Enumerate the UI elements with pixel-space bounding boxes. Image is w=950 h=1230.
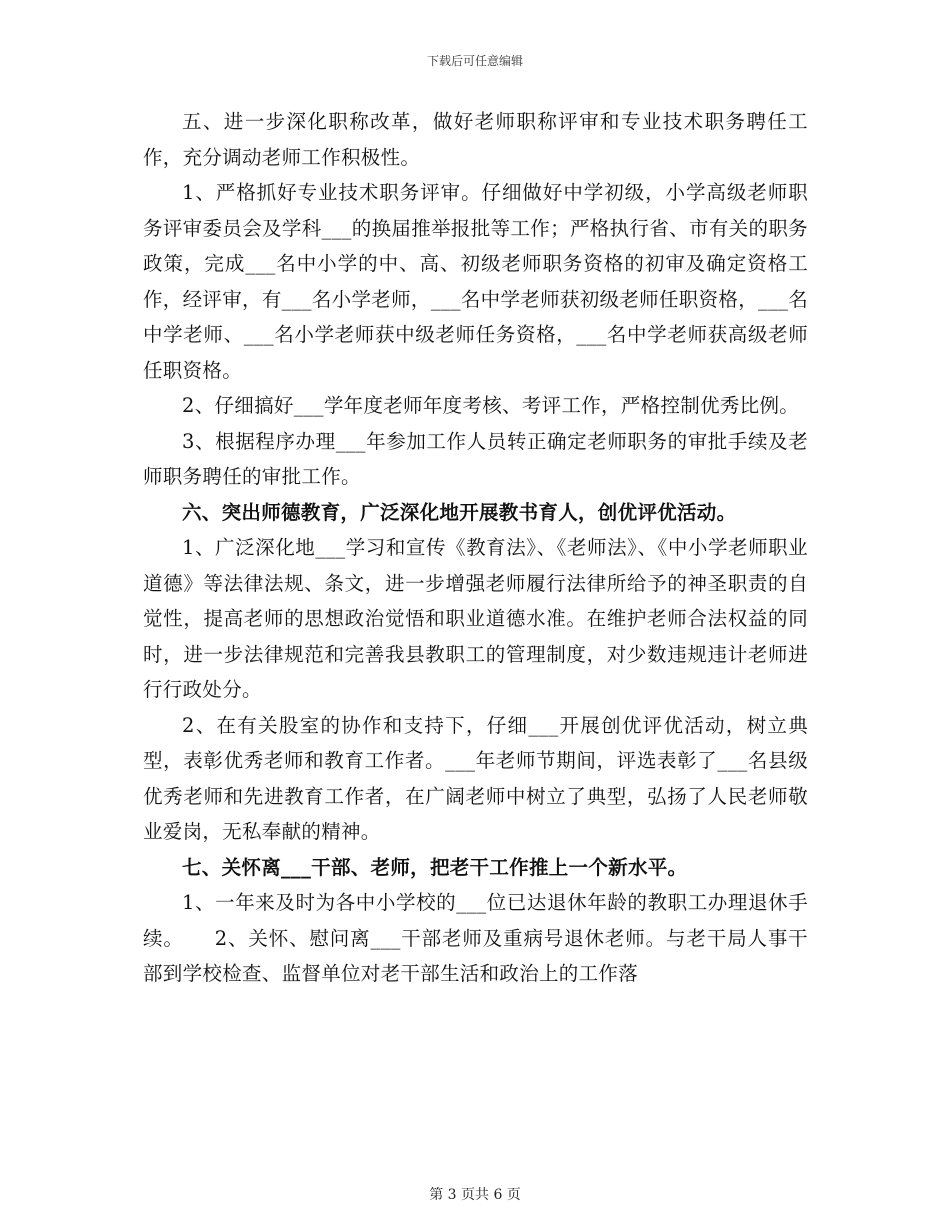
paragraph-item: 1、广泛深化地___学习和宣传《教育法》、《老师法》、《中小学老师职业道德》等法律法规、条文，进一步增强老师履行法律所给予的神圣职责的自觉性，提高老师的思想政治觉悟和职业道德水准。在维护老师合法权益的同时，进一步法律规范和完善我县教职工的管理制度，对少数违规违计老师进行行政处分。: [143, 536, 808, 701]
paragraph-section-five: 五、进一步深化职称改革，做好老师职称评审和专业技术职务聘任工作，充分调动老师工作积极性。: [143, 110, 808, 169]
page-number: 第 3 页共 6 页: [429, 1187, 521, 1203]
paragraph-item: 1、一年来及时为各中小学校的___位已达退休年龄的教职工办理退休手续。 2、关怀、慰问离___干部老师及重病号退休老师。与老干局人事干部到学校检查、监督单位对老干部生活和政治上的工作落: [143, 891, 808, 985]
paragraph-item: 1、严格抓好专业技术职务评审。仔细做好中学初级，小学高级老师职务评审委员会及学科___的换届推举报批等工作；严格执行省、市有关的职务政策，完成___名中小学的中、高、初级老师职务资格的初审及确定资格工作，经评审，有___名小学老师，___名中学老师获初级老师任职资格，___名中学老师、___名小学老师获中级老师任务资格，___名中学老师获高级老师任职资格。: [143, 181, 808, 382]
paragraph-item: 2、仔细搞好___学年度老师年度考核、考评工作，严格控制优秀比例。: [182, 394, 800, 417]
page-header: 下载后可任意编辑: [426, 54, 523, 68]
document-body: [143, 104, 808, 992]
section-heading-seven: 七、关怀离___干部、老师，把老干工作推上一个新水平。: [182, 855, 688, 879]
section-heading-six: 六、突出师德教育，广泛深化地开展教书育人，创优评优活动。: [182, 500, 737, 524]
paragraph-item: 2、在有关股室的协作和支持下，仔细___开展创优评优活动，树立典型，表彰优秀老师和教育工作者。___年老师节期间，评选表彰了___名县级优秀老师和先进教育工作者，在广阔老师中树立了典型，弘扬了人民老师敬业爱岗，无私奉献的精神。: [143, 713, 808, 843]
paragraph-item: 3、根据程序办理___年参加工作人员转正确定老师职务的审批手续及老师职务聘任的审批工作。: [143, 429, 808, 488]
